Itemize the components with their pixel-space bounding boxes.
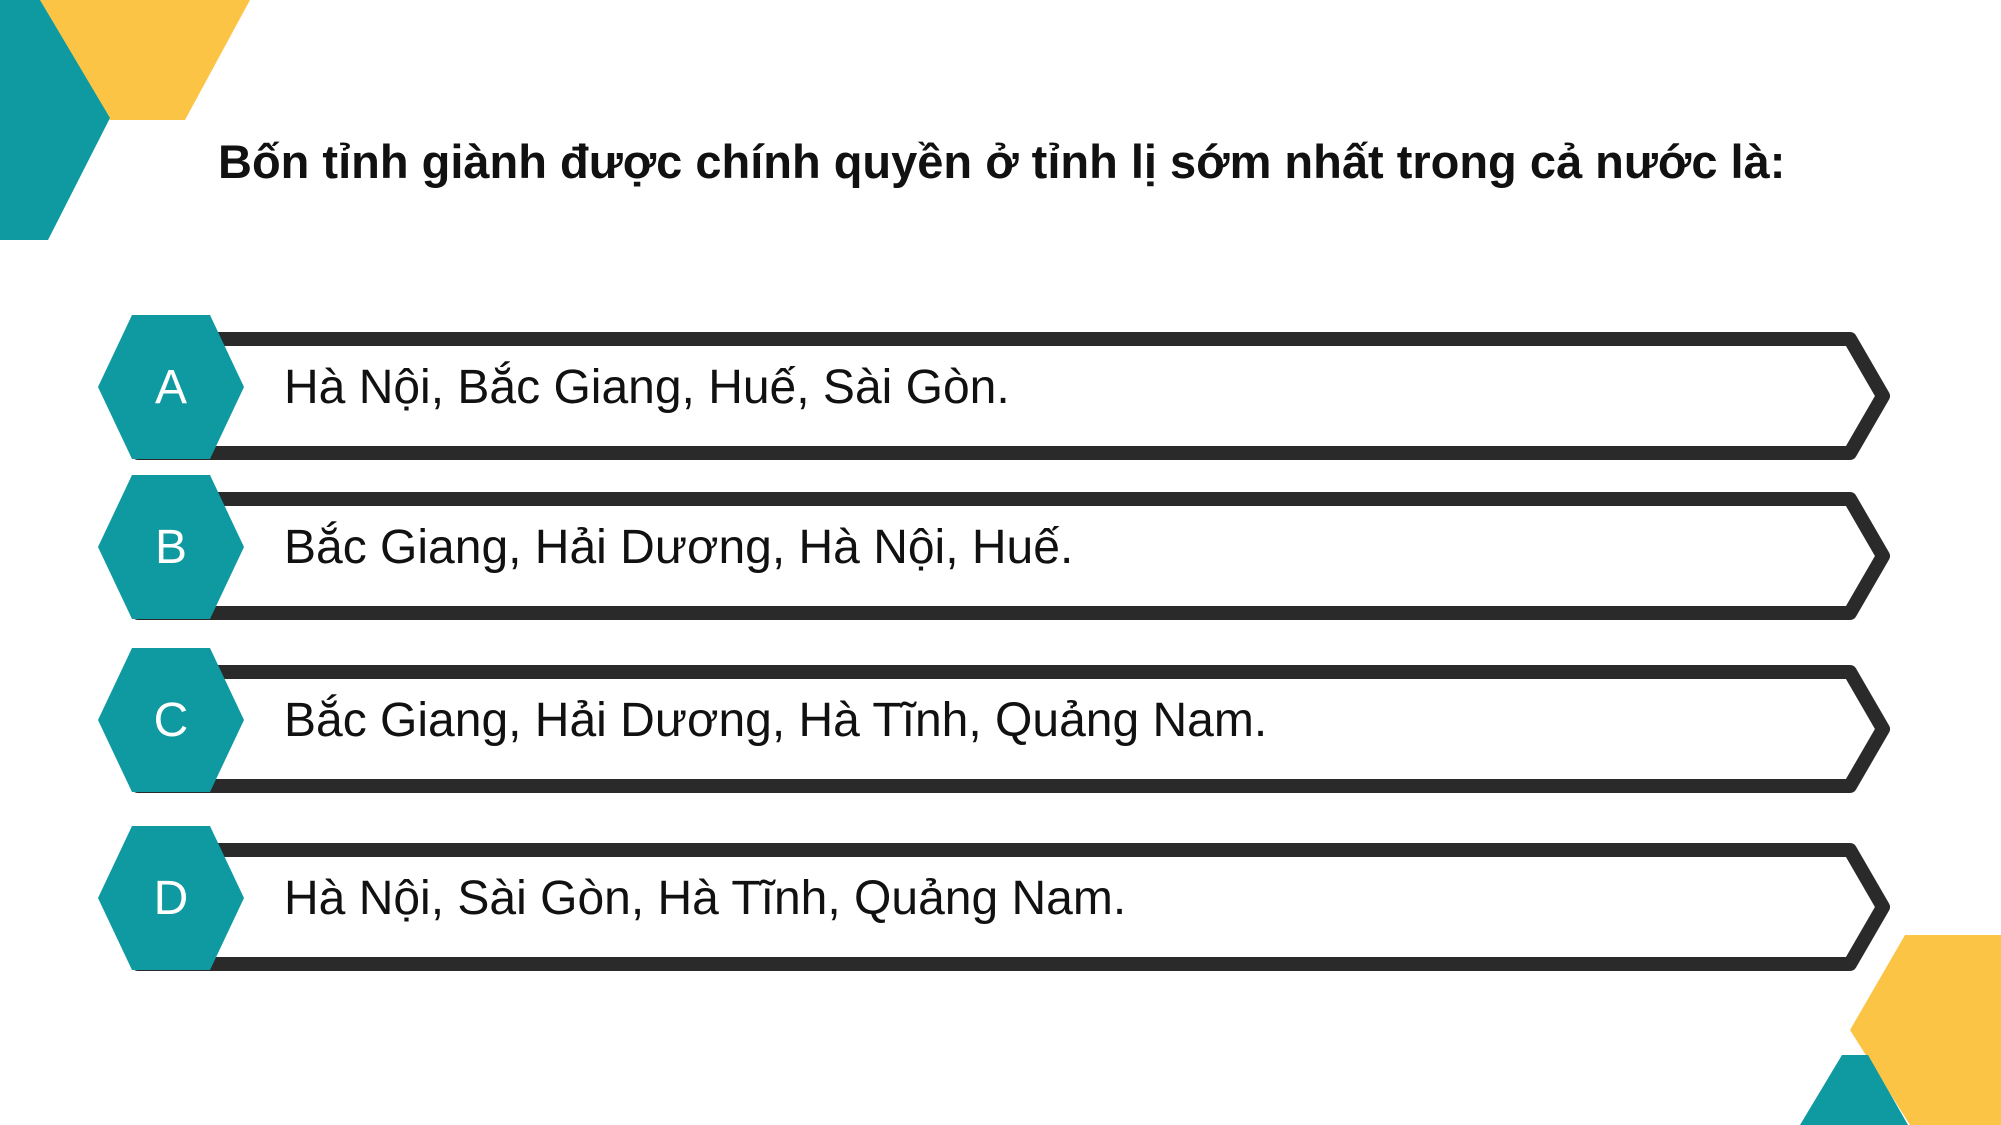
option-a-letter: A <box>154 360 187 414</box>
option-d[interactable] <box>90 826 1900 970</box>
option-d-letter: D <box>153 871 189 925</box>
option-b[interactable] <box>90 475 1900 619</box>
option-d-text: Hà Nội, Sài Gòn, Hà Tĩnh, Quảng Nam. <box>284 871 1127 925</box>
option-a-text: Hà Nội, Bắc Giang, Huế, Sài Gòn. <box>284 360 1010 414</box>
option-b-text: Bắc Giang, Hải Dương, Hà Nội, Huế. <box>284 520 1074 574</box>
question-title: Bốn tỉnh giành được chính quyền ở tỉnh lị sớm nhất trong cả nước là: <box>218 135 1786 188</box>
option-c[interactable] <box>90 648 1900 792</box>
option-c-text: Bắc Giang, Hải Dương, Hà Tĩnh, Quảng Nam. <box>284 693 1268 747</box>
option-c-letter: C <box>153 693 189 747</box>
option-a[interactable] <box>90 315 1900 459</box>
option-b-letter: B <box>154 520 187 574</box>
